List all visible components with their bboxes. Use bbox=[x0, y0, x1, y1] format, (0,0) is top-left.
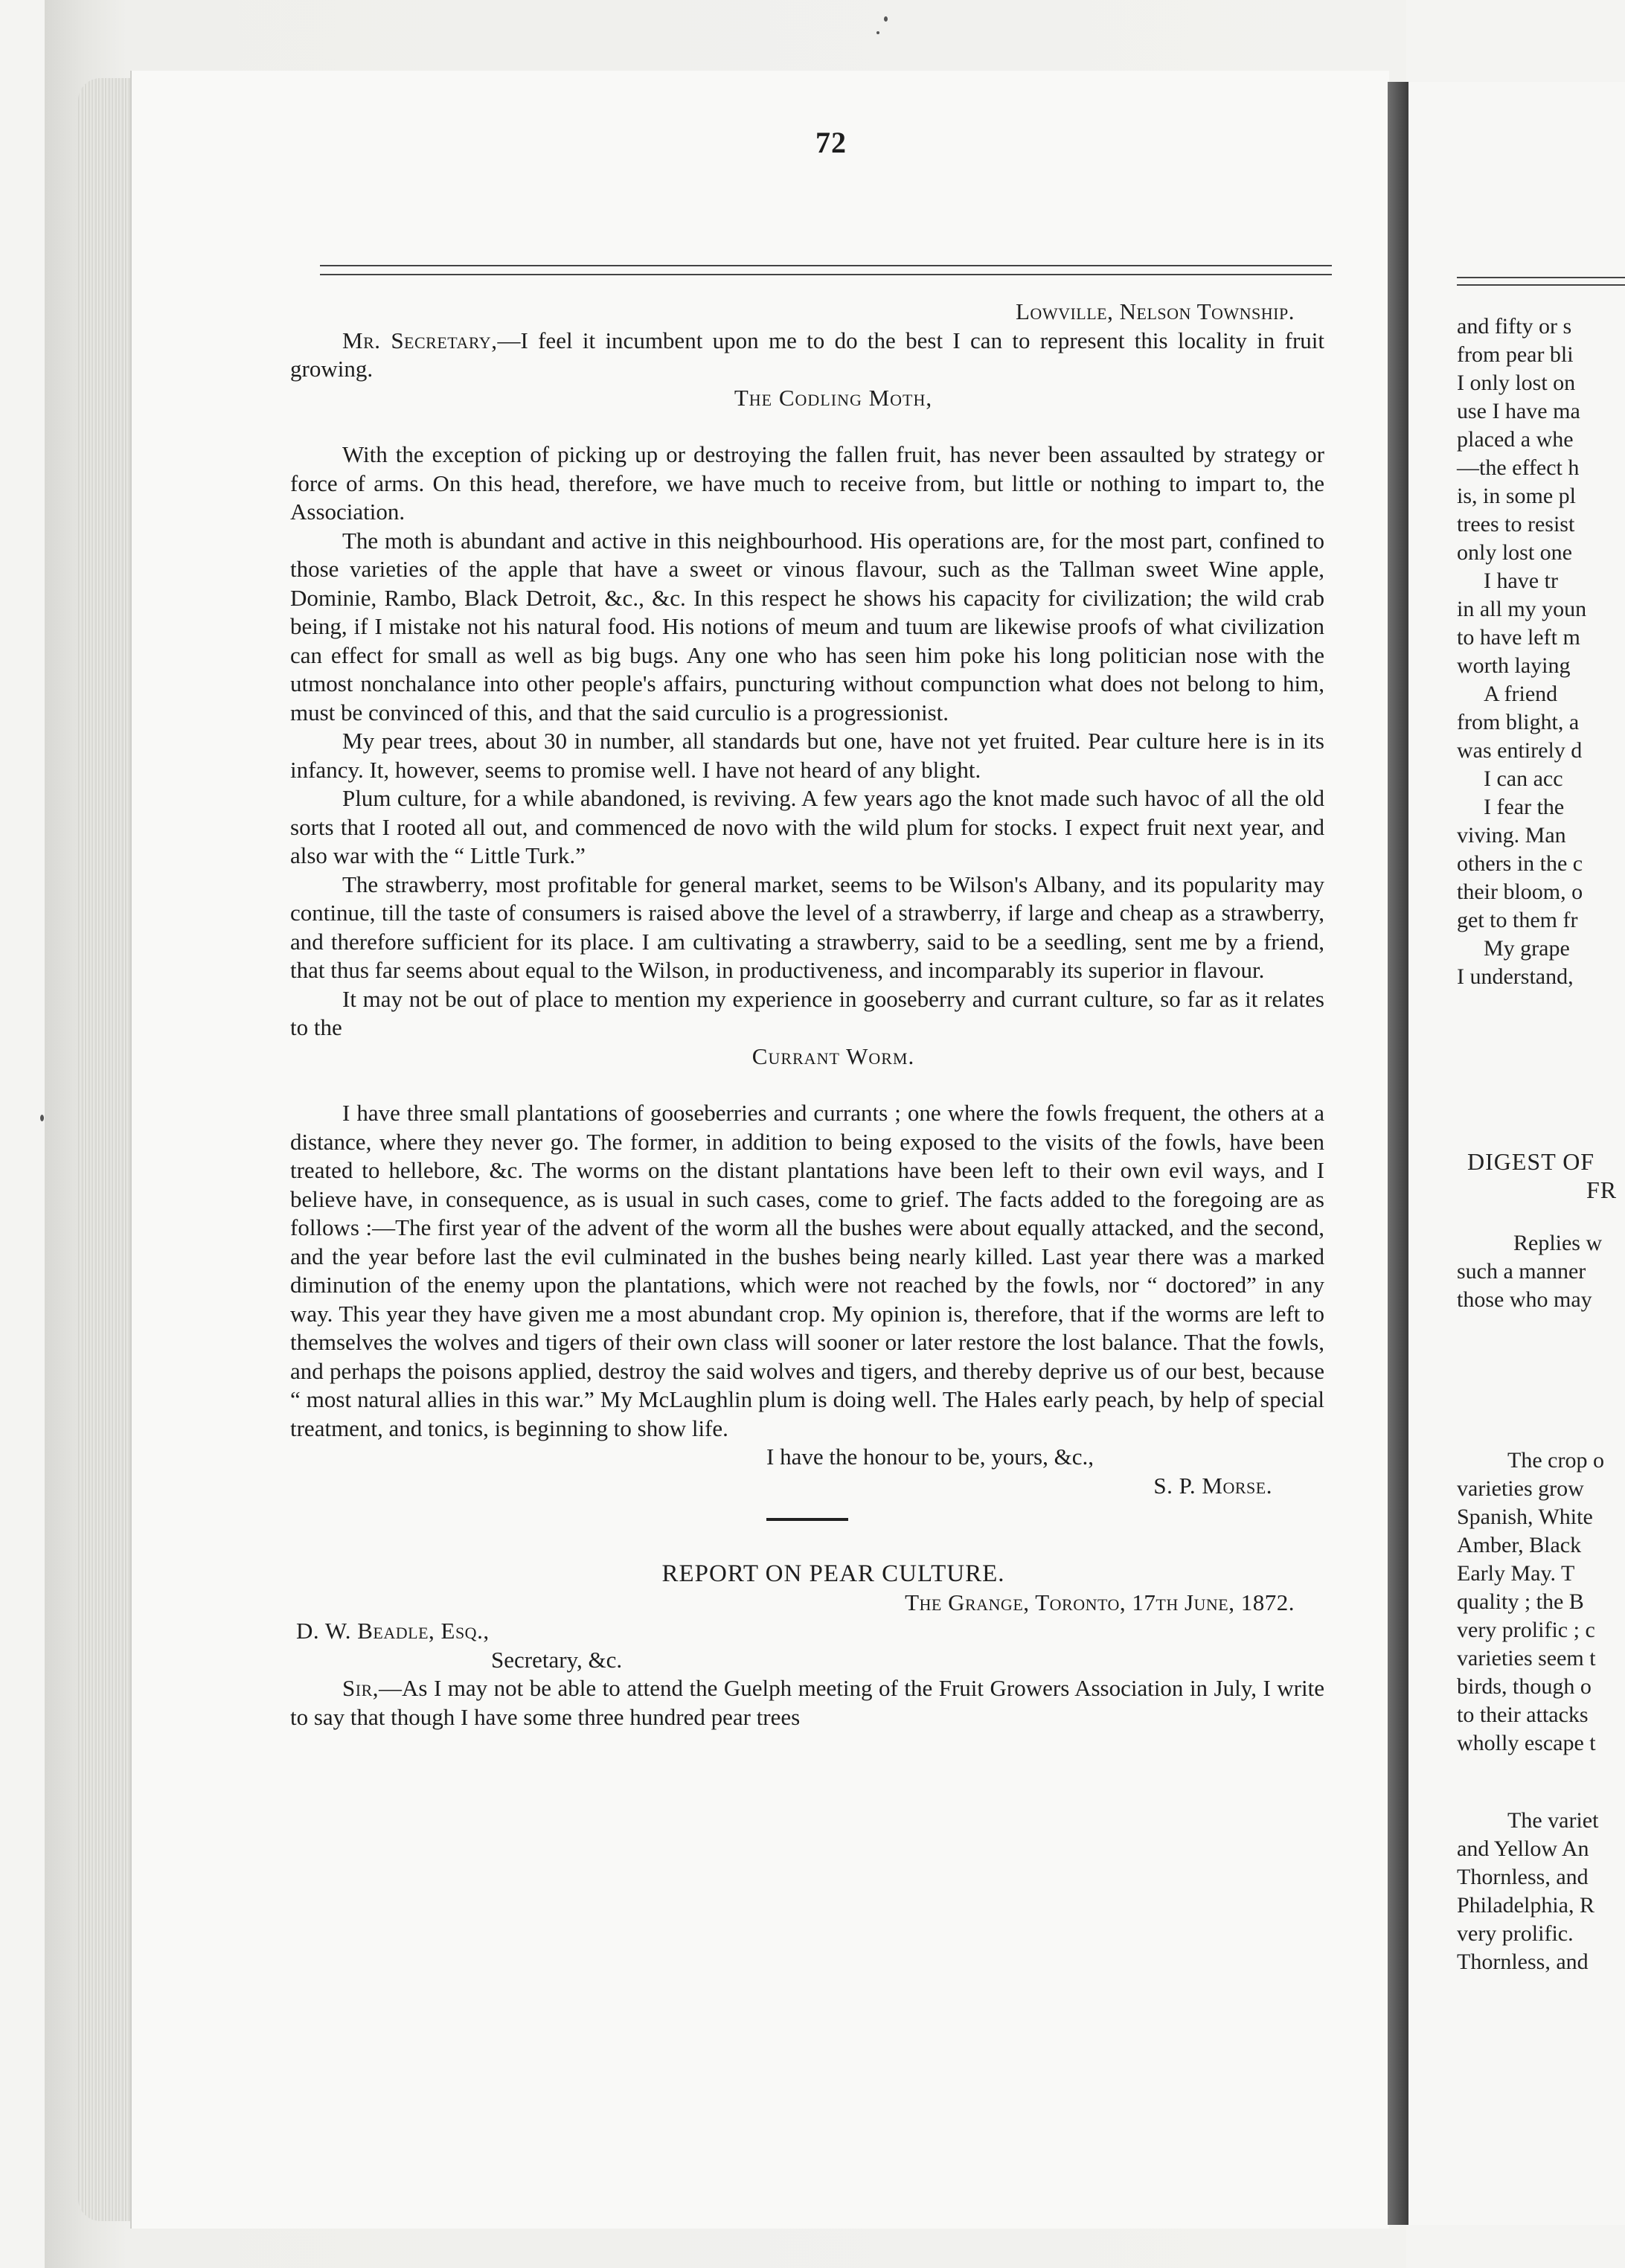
scan-speck bbox=[876, 31, 879, 34]
book-gutter bbox=[1388, 82, 1408, 2225]
currant-paragraph: I have three small plantations of gooseberries and currants ; one where the fowls frequent, the others at a distance, where they never go. The former, in addition to being exposed to the visits of the fowls, have been treated to hellebore, &c. The worms on the distant plantations have been left to their own evil ways, and I believe have, in consequence, as is usual in such cases, come to grief. The facts added to the foregoing are as follows :—The first year of the advent of the worm all the bushes were about equally attacked, and the second, and the year before last the evil culminated in the bushes being nearly killed. Last year there was a marked diminution of the enemy upon the plantations, which were not reached by the fowls, nor “ doctored” in any way. This year they have given me a most abundant crop. My opinion is, therefore, that if the worms are left to themselves the wolves and tigers of their own class will sooner or later restore the lost balance. That the fowls, and perhaps the poisons applied, destroy the said wolves and tigers, and thereby deprive us of our best, because “ most natural allies in this war.” My McLaughlin plum is doing well. The Hales early peach, by help of special treatment, and tonics, is beginning to show life. bbox=[290, 1100, 1324, 1441]
right-line: quality ; the B bbox=[1457, 1589, 1584, 1614]
right-line: I only lost on bbox=[1457, 371, 1576, 395]
right-line: A friend bbox=[1484, 682, 1558, 706]
right-line: Philadelphia, R bbox=[1457, 1893, 1594, 1918]
right-line: I can acc bbox=[1484, 766, 1563, 791]
paragraph: It may not be out of place to mention my experience in gooseberry and currant culture, so far as it relates to the bbox=[290, 985, 1324, 1040]
right-line: I understand, bbox=[1457, 964, 1574, 989]
addressee: D. W. Beadle, Esq., bbox=[296, 1618, 490, 1644]
closing-line: I have the honour to be, yours, &c., bbox=[766, 1444, 1094, 1470]
signature: S. P. Morse. bbox=[1153, 1472, 1272, 1499]
right-line: to their attacks bbox=[1457, 1702, 1589, 1727]
intro-paragraph bbox=[290, 327, 1324, 384]
right-line: varieties grow bbox=[1457, 1476, 1584, 1501]
currant-worm-heading: Currant Worm. bbox=[751, 1042, 915, 1069]
report-title: REPORT ON PEAR CULTURE. bbox=[661, 1560, 1005, 1587]
paragraph: The moth is abundant and active in this neighbourhood. His operations are, for the most part, confined to those varieties of the apple that have a sweet or vinous flavour, such as the Tallman sweet Wine apple, Dominie, Rambo, Black Detroit, &c., &c. In this respect he shows his capacity for civilization; the wild crab being, if I mistake not his natural food. His notions of meum and tuum are likewise proofs of what civilization can effect for small as well as big bugs. Any one who has seen him poke his long politician nose with the utmost nonchalance into other people's affairs, puncturing without compunction what does not belong to him, must be convinced of this, and that the said curculio is a progressionist. bbox=[290, 527, 1324, 725]
right-line: Amber, Black bbox=[1457, 1533, 1582, 1557]
paragraph: The strawberry, most profitable for general market, seems to be Wilson's Albany, and its popularity may continue, till the taste of consumers is raised above the level of a strawberry, if large and cheap as a strawberry, and therefore sufficient for its place. I am cultivating a strawberry, said to be a seedling, sent me by a friend, that thus far seems about equal to the Wilson, in productiveness, and incomparably its superior in flavour. bbox=[290, 871, 1324, 983]
scan-speck bbox=[884, 16, 888, 22]
section-divider bbox=[766, 1518, 848, 1521]
sir-salutation: Sir, bbox=[342, 1675, 379, 1701]
right-line: I fear the bbox=[1484, 795, 1565, 819]
paragraph: Plum culture, for a while abandoned, is reviving. A few years ago the knot made such havoc of all the old sorts that I rooted all out, and commenced de novo with the wild plum for stocks. I expect fruit next year, and also war with the “ Little Turk.” bbox=[290, 785, 1324, 868]
right-line: varieties seem t bbox=[1457, 1646, 1596, 1670]
crop-text bbox=[1457, 1447, 1625, 1758]
right-line: —the effect h bbox=[1457, 455, 1580, 480]
right-line: those who may bbox=[1457, 1287, 1592, 1312]
digest-heading bbox=[1467, 1147, 1625, 1204]
right-line: I have tr bbox=[1484, 568, 1558, 593]
right-line: viving. Man bbox=[1457, 823, 1566, 848]
right-line: such a manner bbox=[1457, 1259, 1586, 1284]
right-page-top-text bbox=[1457, 313, 1625, 991]
right-line: Thornless, and bbox=[1457, 1865, 1589, 1889]
digest-line: DIGEST OF bbox=[1467, 1148, 1595, 1175]
scan-speck bbox=[40, 1115, 44, 1121]
page-number: 72 bbox=[815, 126, 847, 159]
final-paragraph bbox=[290, 1674, 1324, 1732]
grange-dateline: The Grange, Toronto, 17th June, 1872. bbox=[905, 1589, 1295, 1615]
right-line: was entirely d bbox=[1457, 738, 1583, 763]
right-line: their bloom, o bbox=[1457, 880, 1583, 904]
right-line: wholly escape t bbox=[1457, 1731, 1596, 1755]
variety-text bbox=[1457, 1807, 1625, 1976]
digest-line: FR bbox=[1586, 1176, 1618, 1203]
right-line: placed a whe bbox=[1457, 427, 1574, 452]
right-line: in all my youn bbox=[1457, 597, 1587, 621]
right-line: very prolific ; c bbox=[1457, 1618, 1595, 1642]
right-page-rule bbox=[1457, 277, 1625, 286]
header-rule bbox=[320, 265, 1332, 275]
right-line: Thornless, and bbox=[1457, 1950, 1589, 1974]
right-line: very prolific. bbox=[1457, 1921, 1574, 1946]
right-line: trees to resist bbox=[1457, 512, 1575, 536]
right-line: The crop o bbox=[1507, 1448, 1604, 1473]
right-line: Replies w bbox=[1513, 1231, 1603, 1255]
paragraph: With the exception of picking up or destroying the fallen fruit, has never been assaulted by strategy or force of arms. On this head, therefore, we have much to receive from, but little or nothing to impart to, the Association. bbox=[290, 441, 1324, 525]
right-line: Spanish, White bbox=[1457, 1505, 1593, 1529]
salutation: Mr. Secretary, bbox=[342, 327, 498, 353]
right-line: get to them fr bbox=[1457, 908, 1578, 932]
right-line: worth laying bbox=[1457, 653, 1571, 678]
right-line: and Yellow An bbox=[1457, 1836, 1589, 1861]
place-heading: Lowville, Nelson Township. bbox=[1016, 298, 1295, 324]
right-line: is, in some pl bbox=[1457, 484, 1577, 508]
right-line: Early May. T bbox=[1457, 1561, 1575, 1586]
paragraph: My pear trees, about 30 in number, all standards but one, have not yet fruited. Pear culture here is in its infancy. It, however, seems to promise well. I have not heard of any blight. bbox=[290, 728, 1324, 783]
right-line: birds, though o bbox=[1457, 1674, 1592, 1699]
right-line: from blight, a bbox=[1457, 710, 1580, 734]
intro-text: —I feel it incumbent upon me to do the best I can to represent this locality in fruit growing. bbox=[290, 327, 1324, 382]
right-line: only lost one bbox=[1457, 540, 1572, 565]
addressee-title: Secretary, &c. bbox=[491, 1646, 623, 1673]
right-line: and fifty or s bbox=[1457, 314, 1572, 339]
right-line: use I have ma bbox=[1457, 399, 1580, 423]
right-line: others in the c bbox=[1457, 851, 1583, 876]
right-line: from pear bli bbox=[1457, 342, 1574, 367]
left-page-text bbox=[290, 298, 1324, 1732]
replies-text bbox=[1457, 1229, 1625, 1314]
final-text: —As I may not be able to attend the Guelph meeting of the Fruit Growers Association in July, I write to say that though I have some three hundred pear trees bbox=[290, 1675, 1324, 1730]
right-line: My grape bbox=[1484, 936, 1570, 961]
codling-moth-heading: The Codling Moth, bbox=[734, 384, 933, 411]
right-line: The variet bbox=[1507, 1808, 1599, 1833]
right-line: to have left m bbox=[1457, 625, 1580, 650]
